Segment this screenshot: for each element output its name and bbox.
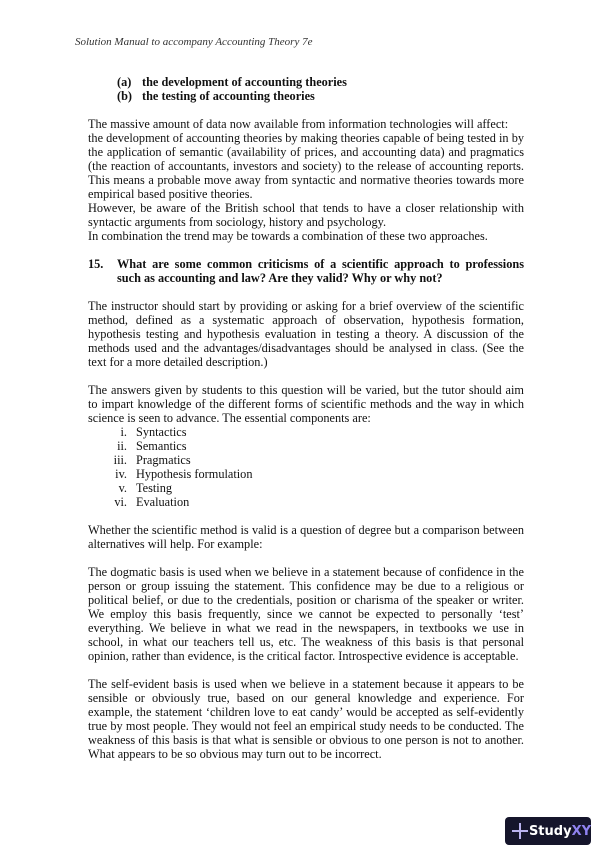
paragraph-scientific-method: The instructor should start by providing or asking for a brief overview of the scientific method, defined as a systematic approach of observation, hypothesis formation, hypothesis testing and hypothesis evaluation in testing a theory. A discussion of the methods used and the advantages/disadvantages should be analysed in class. (See the text for a more detailed description.): [88, 299, 524, 369]
document-body: [88, 75, 524, 761]
question-15: [88, 257, 524, 285]
list-item: [88, 425, 524, 439]
list-item: [88, 439, 524, 453]
list-item: [88, 495, 524, 509]
list-marker: v.: [118, 481, 127, 495]
question-number: 15.: [88, 257, 104, 271]
list-text: Syntactics: [136, 425, 187, 439]
list-marker: iv.: [115, 467, 127, 481]
list-text: Hypothesis formulation: [136, 467, 253, 481]
list-text: Pragmatics: [136, 453, 191, 467]
running-header: Solution Manual to accompany Accounting Theory 7e: [75, 36, 313, 48]
subquestion-b: [117, 89, 524, 103]
intro-line: The massive amount of data now available from information technologies will affect:: [88, 117, 509, 131]
paragraph-validity: Whether the scientific method is valid is a question of degree but a comparison between alternatives will help. For example:: [88, 523, 524, 551]
components-list: [88, 425, 524, 509]
paragraph-answers: The answers given by students to this question will be varied, but the tutor should aim to impart knowledge of the different forms of scientific methods and the way in which science is seen to advance. The essential components are:: [88, 383, 524, 425]
subquestion-text: the testing of accounting theories: [142, 89, 315, 103]
list-marker: vi.: [114, 495, 127, 509]
question-text: What are some common criticisms of a scientific approach to professions such as accounting and law? Are they valid? Why or why not?: [117, 257, 524, 285]
list-item: [88, 467, 524, 481]
list-text: Testing: [136, 481, 173, 495]
list-marker: iii.: [113, 453, 127, 467]
subquestion-text: the development of accounting theories: [142, 75, 347, 89]
intro-paragraph: However, be aware of the British school that tends to have a closer relationship with syntactic arguments from sociology, history and psychology.: [88, 201, 524, 229]
list-item: [88, 481, 524, 495]
subquestion-label: (a): [117, 75, 132, 89]
subquestion-label: (b): [117, 89, 133, 103]
paragraph-dogmatic-basis: The dogmatic basis is used when we believe in a statement because of confidence in the person or group issuing the statement. This confidence may be due to a religious or political belief, or due to the credentials, position or charisma of the speaker or writer. We employ this basis frequently, since we cannot be expected to personally ‘test’ everything. We believe in what we read in the newspapers, in textbooks we use in school, in what our teachers tell us, etc. The weakness of this basis is that personal opinion, rather than evidence, is the critical factor. Introspective evidence is acceptable.: [88, 565, 524, 663]
paragraph-self-evident-basis: The self-evident basis is used when we believe in a statement because it appears to be sensible or obviously true, based on our general knowledge and experience. For example, the statement ‘children love to eat candy’ would be accepted as self-evidently true by most people. They would not feel an empirical study needs to be conducted. The weakness of this basis is that what is sensible or obvious to one person is not to another. What appears to be so obvious may turn out to be incorrect.: [88, 677, 524, 761]
intro-paragraph: the development of accounting theories by making theories capable of being tested in by the application of semantic (availability of prices, and accounting data) and pragmatics (the reaction of accountants, investors and society) to the release of accounting reports. This means a probable move away from syntactic and normative theories towards more empirical based positive theories.: [88, 131, 524, 201]
list-item: [88, 453, 524, 467]
intro-paragraph: In combination the trend may be towards a combination of these two approaches.: [88, 229, 488, 243]
brand-accent: XY: [571, 823, 591, 839]
plus-icon: [509, 820, 529, 842]
subquestion-a: [117, 75, 524, 89]
list-text: Semantics: [136, 439, 187, 453]
brand-main: Study: [528, 823, 572, 839]
studyxy-badge[interactable]: [505, 817, 591, 845]
list-marker: ii.: [117, 439, 127, 453]
list-marker: i.: [120, 425, 127, 439]
list-text: Evaluation: [136, 495, 190, 509]
